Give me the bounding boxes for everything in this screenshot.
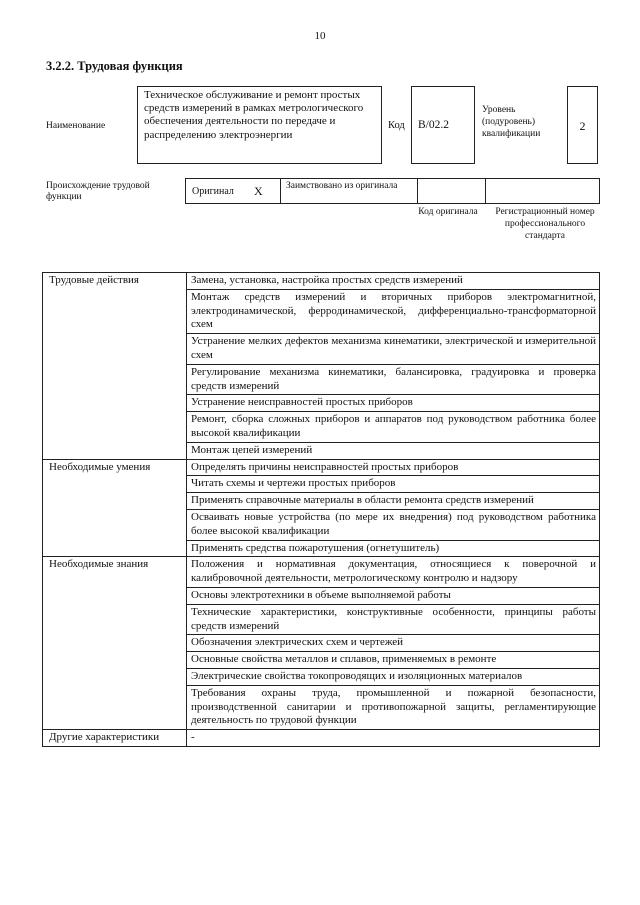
page-number: 10 [314,30,326,42]
code-original-caption: Код оригинала [418,207,478,217]
origin-original-cell [186,179,281,203]
item-cell: Монтаж цепей измерений [187,442,600,459]
item-cell: Определять причины неисправностей простых приборов [187,459,600,476]
name-label: Наименование [46,121,106,131]
item-cell: Применять средства пожаротушения (огнетушитель) [187,540,600,557]
origin-row [185,178,600,204]
item-cell: Осваивать новые устройства (по мере их внедрения) под руководством работника более высокой квалификации [187,509,600,540]
item-cell: Устранение неисправностей простых приборов [187,395,600,412]
item-cell: Монтаж средств измерений и вторичных приборов электромагнитной, электродинамической, ферродинамической, дифференциально-трансформаторной схем [187,289,600,333]
item-cell: Электрические свойства токопроводящих и изоляционных материалов [187,668,600,685]
function-details-table [42,272,600,747]
table-row [43,557,600,588]
code-box [411,86,475,164]
item-cell: Читать схемы и чертежи простых приборов [187,476,600,493]
borrowed-text: Заимствовано из оригинала [286,181,398,191]
reg-number-caption: Регистрационный номер профессионального стандарта [495,207,595,241]
table-row [43,273,600,290]
code-value: B/02.2 [418,119,449,131]
item-cell: Применять справочные материалы в области ремонта средств измерений [187,493,600,510]
category-cell: Трудовые действия [43,273,187,460]
table-row [43,459,600,476]
item-cell: Устранение мелких дефектов механизма кинематики, электрической и измерительной схем [187,334,600,365]
category-cell: Необходимые знания [43,557,187,730]
level-box [567,86,598,164]
function-name-value: Техническое обслуживание и ремонт простых средств измерений в рамках метрологического обеспечения деятельности по передаче и распределению электроэнергии [144,89,364,141]
item-cell: Технические характеристики, конструктивные особенности, принципы работы средств измерений [187,604,600,635]
item-cell: Основы электротехники в объеме выполняемой работы [187,587,600,604]
section-title: 3.2.2. Трудовая функция [46,59,183,73]
item-cell: - [187,730,600,747]
origin-reg-cell [486,179,599,203]
category-cell: Другие характеристики [43,730,187,747]
table-row [43,730,600,747]
item-cell: Основные свойства металлов и сплавов, применяемых в ремонте [187,652,600,669]
code-label: Код [388,120,405,131]
item-cell: Замена, установка, настройка простых средств измерений [187,273,600,290]
item-cell: Ремонт, сборка сложных приборов и аппаратов под руководством работника более высокой квалификации [187,412,600,443]
level-value: 2 [579,119,586,133]
item-cell: Обозначения электрических схем и чертежей [187,635,600,652]
details-body [43,273,600,747]
original-mark: X [254,184,263,198]
item-cell: Требования охраны труда, промышленной и пожарной безопасности, производственной санитарии и противопожарной защиты, регламентирующие деятельность по трудовой функции [187,685,600,729]
origin-label: Происхождение трудовой функции [46,181,150,202]
level-label: Уровень (подуровень) квалификации [482,105,541,139]
function-name-box [137,86,382,164]
origin-code-cell [418,179,486,203]
item-cell: Регулирование механизма кинематики, балансировка, градуировка и проверка средств измерений [187,364,600,395]
origin-borrowed-cell [281,179,418,203]
item-cell: Положения и нормативная документация, относящиеся к поверочной и калибровочной деятельности, метрологическому контролю и надзору [187,557,600,588]
category-cell: Необходимые умения [43,459,187,557]
original-text: Оригинал [192,186,234,197]
